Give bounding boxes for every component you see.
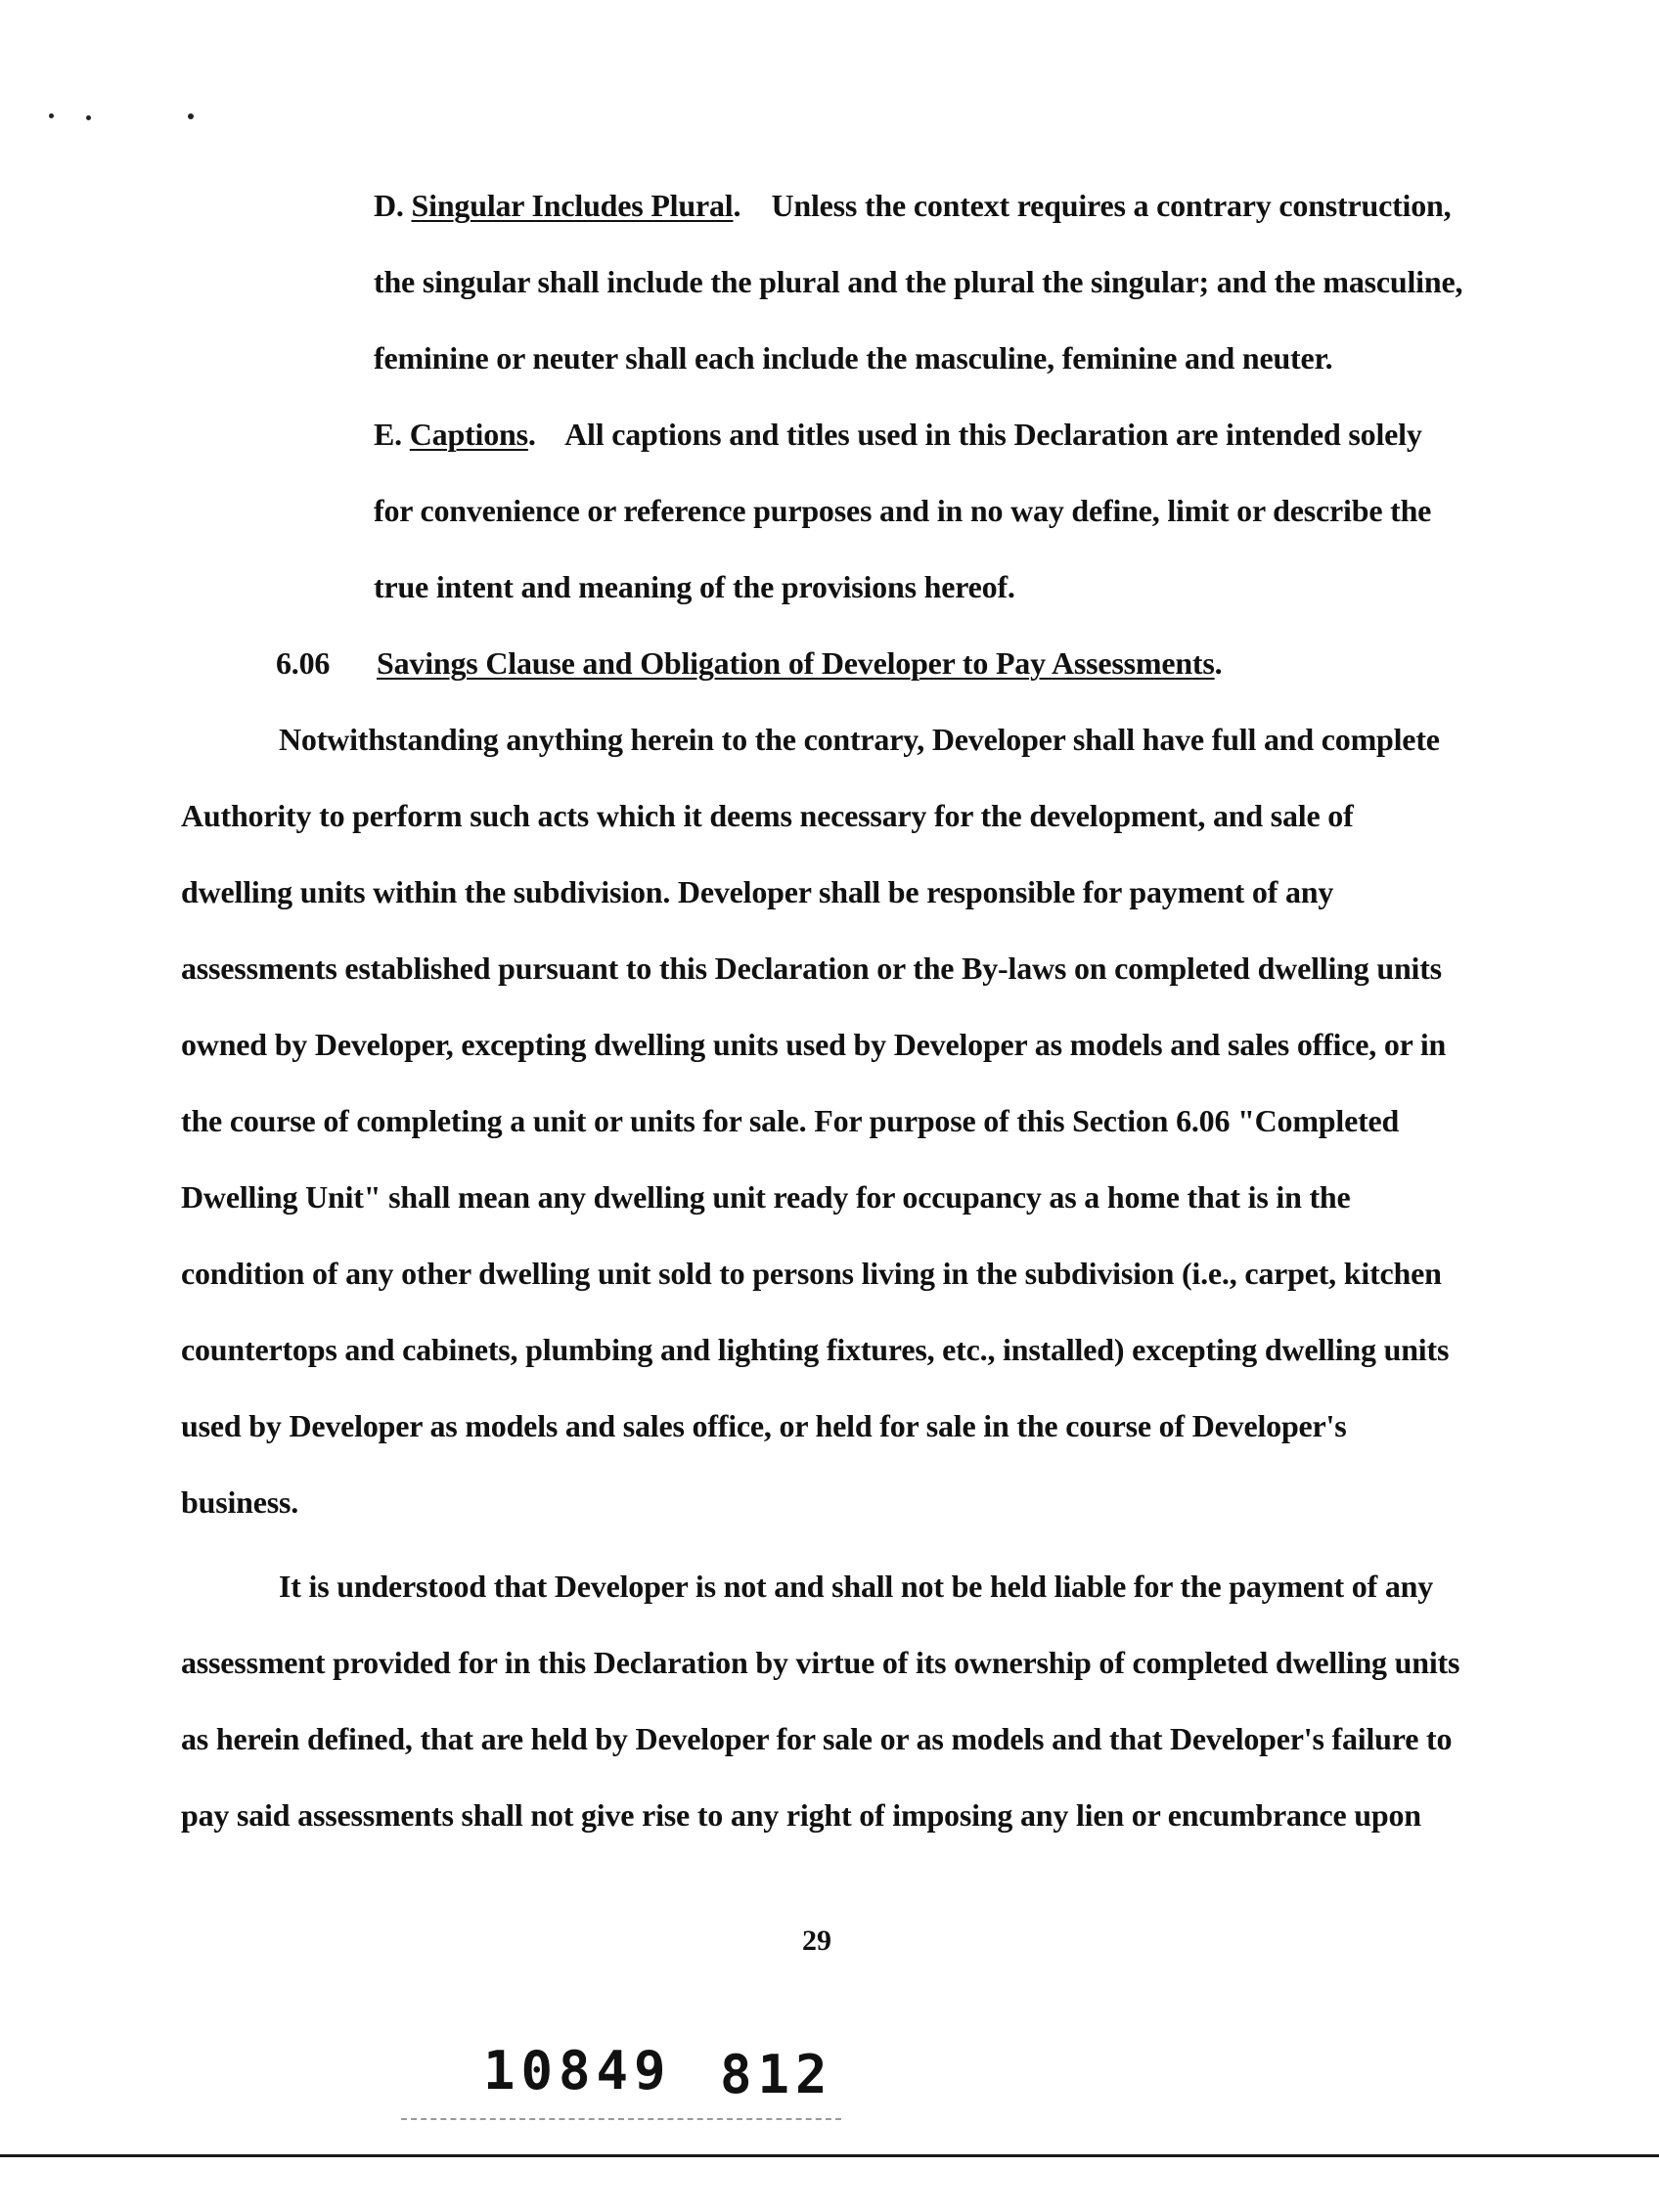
understood-line: It is understood that Developer is not and shall not be held liable for the payment of any	[279, 1569, 1434, 1604]
section-606-line: dwelling units within the subdivision. Developer shall be responsible for payment of any	[181, 874, 1334, 909]
paragraph-d-heading: Singular Includes Plural	[411, 188, 734, 223]
recording-page-number: 812	[720, 2044, 833, 2105]
scan-speck	[188, 113, 194, 119]
section-606-line: used by Developer as models and sales office, or held for sale in the course of Developer's	[181, 1408, 1347, 1443]
paragraph-e-line-1-text: . All captions and titles used in this Declaration are intended solely	[527, 417, 1422, 452]
paragraph-d-line-1	[374, 186, 1451, 225]
paragraph-e-label: E.	[374, 417, 402, 452]
section-606-line: assessments established pursuant to this Declaration or the By-laws on completed dwelling units	[181, 951, 1442, 986]
recording-book-number: 10849	[483, 2040, 672, 2101]
section-606-line: business.	[181, 1484, 299, 1520]
understood-line: pay said assessments shall not give rise to any right of imposing any lien or encumbrance upon	[181, 1797, 1421, 1833]
section-606-line: countertops and cabinets, plumbing and lighting fixtures, etc., installed) excepting dwelling units	[181, 1332, 1450, 1367]
section-606-line: Authority to perform such acts which it deems necessary for the development, and sale of	[181, 798, 1354, 833]
paragraph-d-line-1-text: . Unless the context requires a contrary construction,	[733, 188, 1452, 223]
paragraph-d-label: D.	[374, 188, 404, 223]
section-606-heading-end: .	[1214, 645, 1223, 681]
section-606-number: 6.06	[276, 645, 331, 681]
stamp-dashed-line	[401, 2118, 841, 2120]
section-606-heading-line	[276, 643, 1222, 683]
section-606-line: Dwelling Unit" shall mean any dwelling unit ready for occupancy as a home that is in the	[181, 1179, 1351, 1215]
understood-line: assessment provided for in this Declaration by virtue of its ownership of completed dwelling units	[181, 1645, 1460, 1680]
scan-speck	[86, 115, 91, 120]
paragraph-e-line-3: true intent and meaning of the provisions hereof.	[374, 569, 1015, 604]
bottom-rule	[0, 2154, 1659, 2157]
paragraph-e-line-2: for convenience or reference purposes and in no way define, limit or describe the	[374, 493, 1432, 528]
section-606-line: owned by Developer, excepting dwelling units used by Developer as models and sales office, or in	[181, 1027, 1447, 1062]
section-606-heading: Savings Clause and Obligation of Developer to Pay Assessments	[377, 645, 1215, 681]
section-606-line: condition of any other dwelling unit sold to persons living in the subdivision (i.e., carpet, kitchen	[181, 1256, 1442, 1291]
paragraph-d-line-2: the singular shall include the plural and the plural the singular; and the masculine,	[374, 264, 1463, 299]
page-number: 29	[802, 1924, 831, 1957]
understood-line: as herein defined, that are held by Developer for sale or as models and that Developer's failure to	[181, 1721, 1453, 1756]
paragraph-e-line-1	[374, 415, 1422, 454]
section-606-line: the course of completing a unit or units for sale. For purpose of this Section 6.06 "Completed	[181, 1103, 1400, 1138]
section-606-line: Notwithstanding anything herein to the contrary, Developer shall have full and complete	[279, 722, 1440, 757]
paragraph-d-line-3: feminine or neuter shall each include the masculine, feminine and neuter.	[374, 340, 1333, 376]
scan-speck	[49, 113, 54, 118]
paragraph-e-heading: Captions	[409, 417, 528, 452]
